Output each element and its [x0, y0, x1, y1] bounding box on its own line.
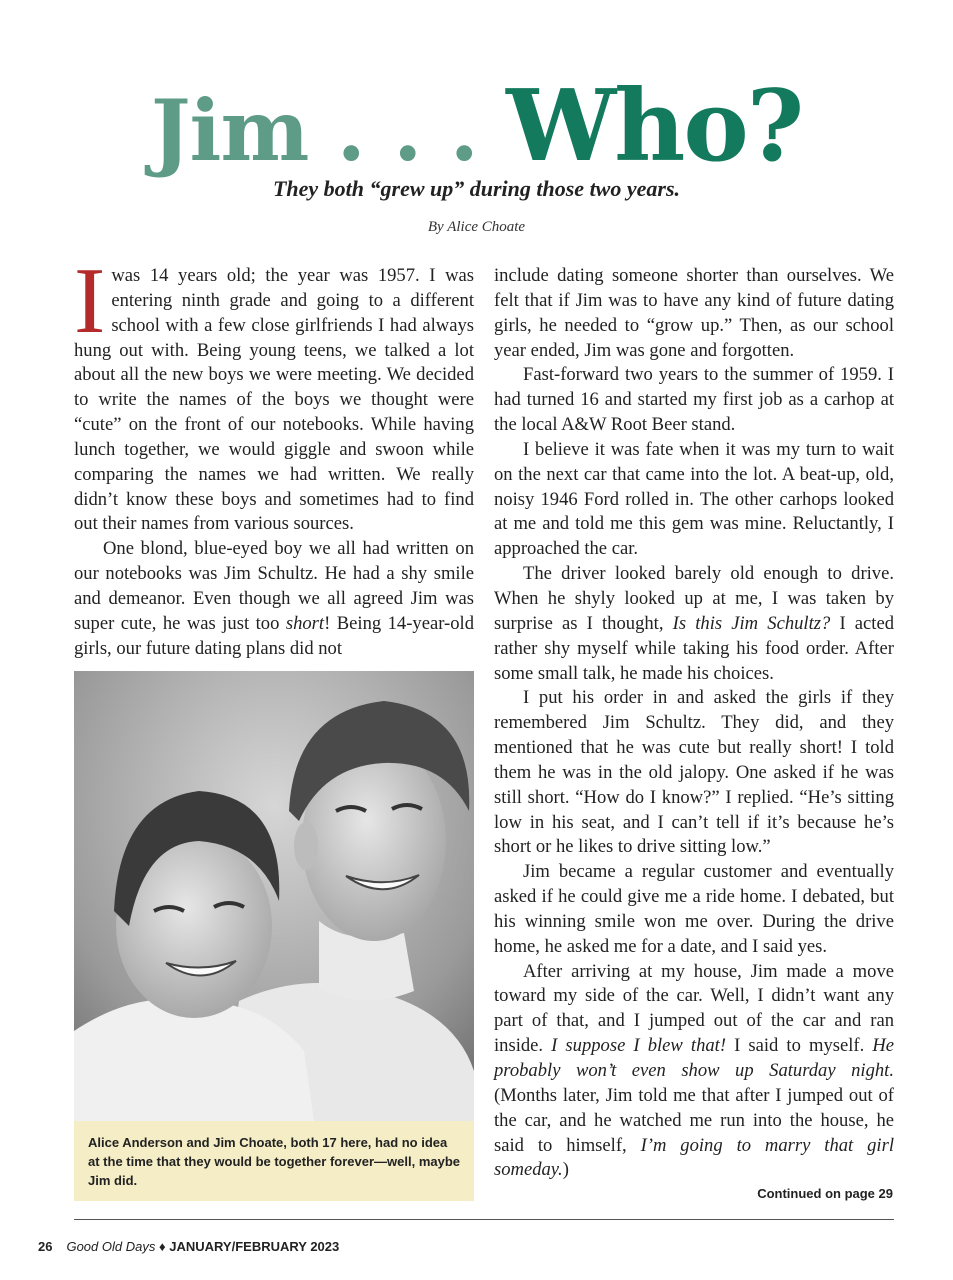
- byline: By Alice Choate: [427, 219, 526, 235]
- diamond-icon: ♦: [158, 1239, 166, 1254]
- paragraph: One blond, blue-eyed boy we all had written on our notebooks was Jim Schultz. He had a shy smile and demeanor. Even though we all agreed Jim was super cute, he was just too short! Being 14-year-old girls, our future dating plans did not: [74, 538, 474, 659]
- paragraph: After arriving at my house, Jim made a move toward my side of the car. Well, I didn’t want any part of that, and I jumped out of the car and ran inside. I suppose I blew that! I said to myself. He probably won’t even show up Saturday night. (Months later, Jim told me that after I jumped out of the car, and he watched me run into the house, he said to himself, I’m going to marry that girl someday.): [494, 960, 895, 1181]
- page-number: 26: [38, 1239, 53, 1254]
- paragraph: include dating someone shorter than ourselves. We felt that if Jim was to have any kind of future dating girls, he needed to “grow up.” Then, as our school year ended, Jim was gone and forgotten.: [494, 265, 894, 361]
- paragraph: I put his order in and asked the girls if they remembered Jim Schultz. They did, and they mentioned that he was cute but really short! I told them he was in the old jalopy. One asked if he was still short. “How do I know?” I replied. “He’s sitting low in his seat, and I can’t tell if it’s because he’s short or he likes to drive sitting low.”: [494, 687, 894, 858]
- issue-date: JANUARY/FEBRUARY 2023: [169, 1239, 340, 1254]
- continued-link[interactable]: Continued on page 29: [757, 1186, 893, 1201]
- magazine-name: Good Old Days: [66, 1239, 156, 1254]
- couple-photo: [74, 671, 474, 1121]
- drop-cap: I: [74, 249, 106, 353]
- column-left: [74, 249, 474, 662]
- article-subtitle: They both “grew up” during those two years.: [272, 176, 681, 201]
- paragraph: Fast-forward two years to the summer of 1959. I had turned 16 and started my first job as a carhop at the local A&W Root Beer stand.: [494, 364, 894, 436]
- photo-caption: Alice Anderson and Jim Choate, both 17 here, had no idea at the time that they would be together forever—well, maybe Jim did.: [74, 1121, 474, 1201]
- paragraph: The driver looked barely old enough to drive. When he shyly looked up at me, I was taken by surprise as I thought, Is this Jim Schultz? I acted rather shy myself while taking his food order. After some small talk, he made his choices.: [494, 563, 895, 684]
- page-footer: [38, 1239, 339, 1254]
- paragraph: Iwas 14 years old; the year was 1957. I was entering ninth grade and going to a different school with a few close girlfriends I had always hung out with. Being young teens, we talked a lot about all the new boys we were meeting. We decided to write the names of the boys we thought were “cute” on the front of our notebooks. While having lunch together, we would giggle and swoon while comparing the names we had written. We really didn’t know these boys and sometimes had to find out their names from various sources.: [74, 249, 474, 535]
- title-part-who: Who?: [506, 69, 803, 184]
- article-title: [0, 69, 953, 184]
- paragraph: Jim became a regular customer and eventually asked if he could give me a ride home. I debated, but his winning smile won me over. During the drive home, he asked me for a date, and I said yes.: [494, 861, 894, 957]
- column-right: [494, 264, 894, 1183]
- title-part-jim: Jim . . .: [150, 81, 507, 180]
- footer-divider: [74, 1219, 894, 1220]
- paragraph: I believe it was fate when it was my turn to wait on the next car that came into the lot. A beat-up, old, noisy 1946 Ford rolled in. The other carhops looked at me and told me this gem was mine. Reluctantly, I approached the car.: [494, 438, 894, 560]
